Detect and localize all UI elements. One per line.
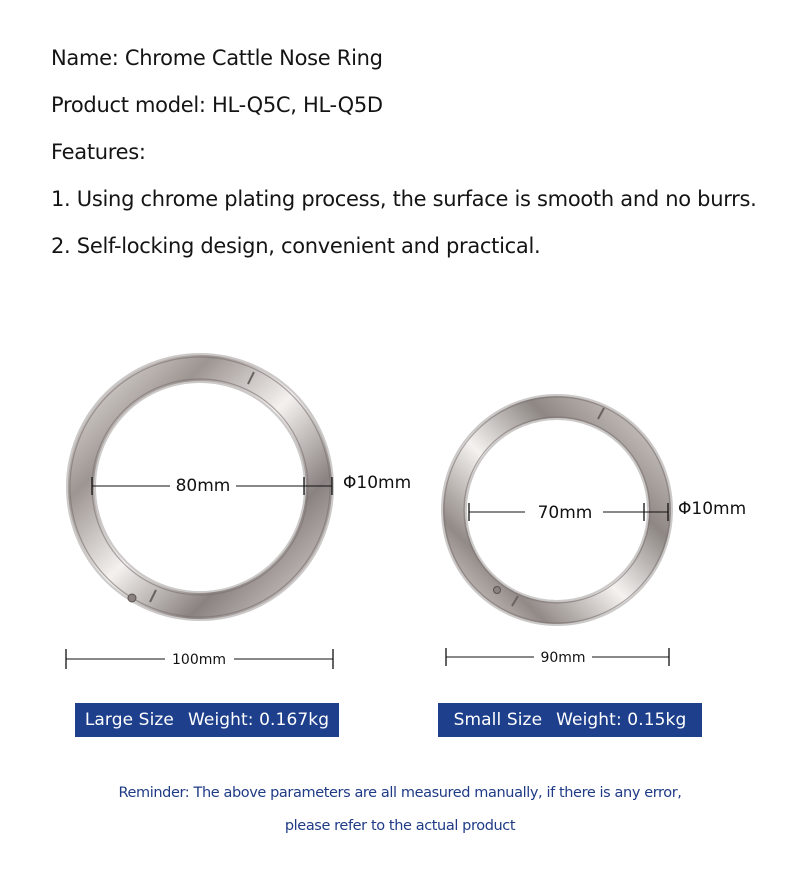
small-size-label: Small Size (453, 710, 543, 730)
small-thickness-label: Φ10mm (678, 499, 747, 519)
small-size-badge (438, 703, 702, 737)
large-weight-label: Weight: 0.167kg (187, 710, 330, 730)
large-inner-label: 80mm (175, 476, 231, 496)
large-thickness-label: Φ10mm (343, 473, 412, 493)
small-weight-label: Weight: 0.15kg (556, 710, 687, 730)
features-label: Features: (51, 140, 146, 164)
reminder-line-1: Reminder: The above parameters are all measured manually, if there is any error, (118, 785, 682, 801)
product-name: Name: Chrome Cattle Nose Ring (51, 46, 383, 70)
large-size-badge (75, 703, 339, 737)
small-inner-label: 70mm (537, 503, 593, 523)
product-model: Product model: HL-Q5C, HL-Q5D (51, 93, 383, 117)
feature-item-2: 2. Self-locking design, convenient and practical. (51, 234, 541, 258)
reminder-line-2: please refer to the actual product (284, 818, 516, 834)
large-outer-label: 100mm (172, 652, 226, 668)
feature-item-1: 1. Using chrome plating process, the surface is smooth and no burrs. (51, 187, 757, 211)
large-size-label: Large Size (84, 710, 174, 730)
small-outer-label: 90mm (540, 650, 586, 666)
